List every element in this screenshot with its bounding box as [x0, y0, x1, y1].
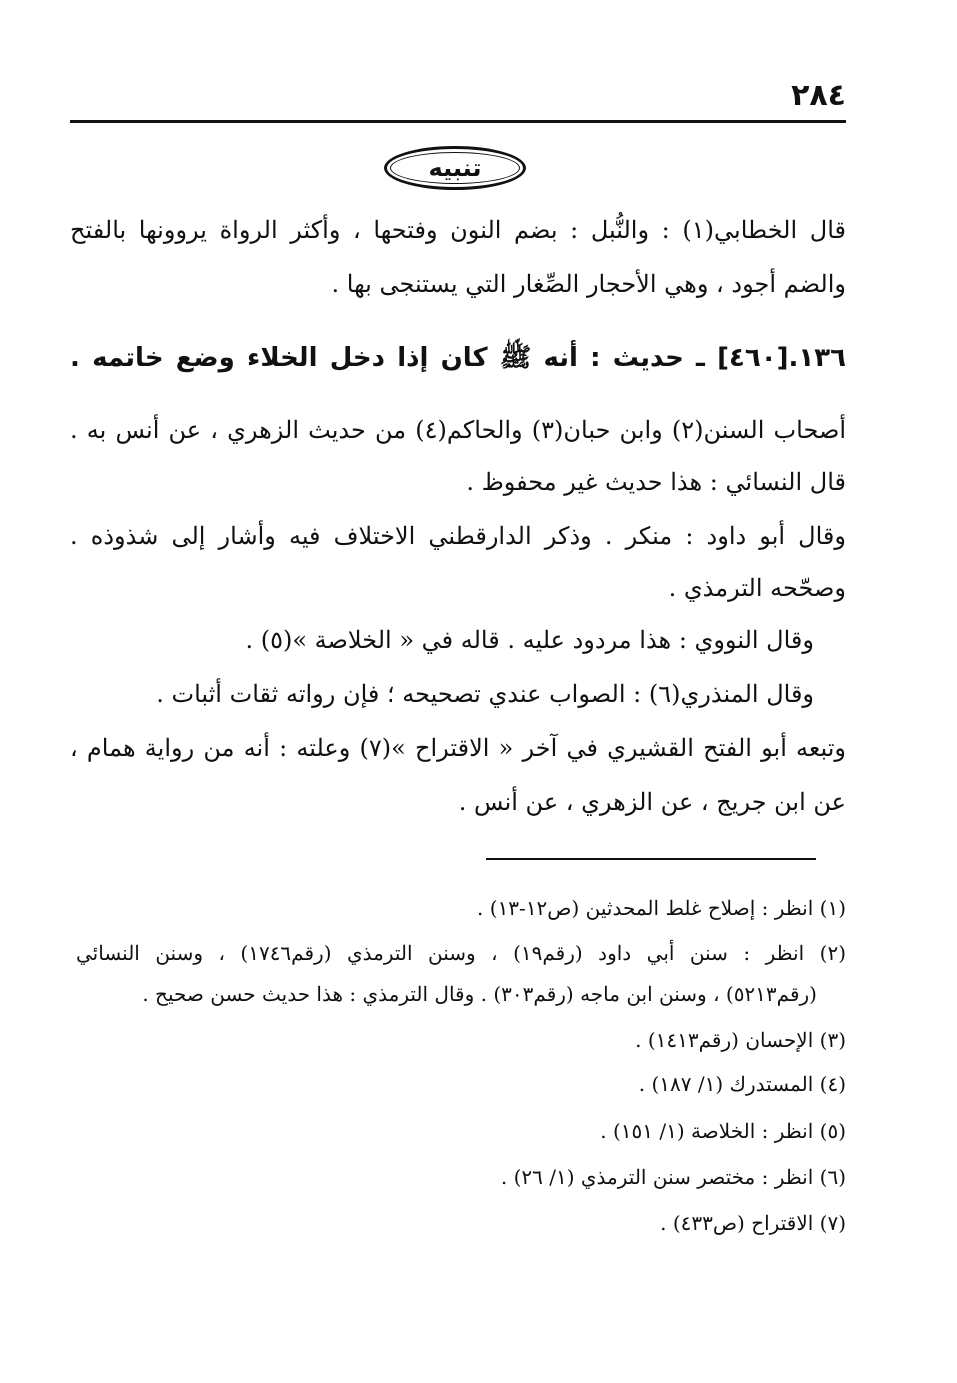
- body-line: أصحاب السنن(٢) وابن حبان(٣) والحاكم(٤) من حديث الزهري ، عن أنس به .: [70, 416, 846, 444]
- body-line: وقال النووي : هذا مردود عليه . قاله في « الخلاصة »(٥) .: [245, 626, 814, 654]
- section-heading: تنبيه: [428, 154, 482, 182]
- body-line: عن ابن جريج ، عن الزهري ، عن أنس .: [458, 788, 846, 816]
- footnote: (٦) انظر : مختصر سنن الترمذي (١/ ٢٦) .: [500, 1165, 846, 1189]
- footnote: (١) انظر : إصلاح غلط المحدثين (ص١٢-١٣) .: [477, 896, 846, 920]
- footnote: (٥) انظر : الخلاصة (١/ ١٥١) .: [600, 1119, 846, 1143]
- note-line: والضم أجود ، وهي الأحجار الصِّغار التي يستنجى بها .: [331, 270, 846, 298]
- footnote-separator: [486, 858, 816, 860]
- footnote: (٢) انظر : سنن أبي داود (رقم١٩) ، وسنن الترمذي (رقم١٧٤٦) ، وسنن النسائي: [76, 941, 847, 965]
- footnote: (٤) المستدرك (١/ ١٨٧) .: [638, 1072, 846, 1096]
- body-line: قال النسائي : هذا حديث غير محفوظ .: [466, 468, 846, 496]
- footnote: (٧) الاقتراح (ص٤٣٣) .: [660, 1211, 846, 1235]
- body-line: وتبعه أبو الفتح القشيري في آخر « الاقتراح »(٧) وعلته : أنه من رواية همام ،: [70, 734, 846, 762]
- footnote-continuation: (رقم٥٢١٣) ، وسنن ابن ماجه (رقم٣٠٣) . وقال الترمذي : هذا حديث حسن صحيح .: [142, 982, 817, 1006]
- body-line: وصحّحه الترمذي .: [668, 574, 846, 602]
- hadith-title: ١٣٦.[٤٦٠] ـ حديث : أنه ﷺ كان إذا دخل الخلاء وضع خاتمه .: [70, 343, 846, 373]
- body-line: وقال المنذري(٦) : الصواب عندي تصحيحه ؛ فإن رواته ثقات أثبات .: [156, 680, 814, 708]
- page-number: ٢٨٤: [791, 78, 846, 113]
- footnote: (٣) الإحسان (رقم١٤١٣) .: [635, 1028, 846, 1052]
- note-line: قال الخطابي(١) : والنُّبل : بضم النون وفتحها ، وأكثر الرواة يروونها بالفتح: [70, 216, 846, 244]
- body-line: وقال أبو داود : منكر . وذكر الدارقطني الاختلاف فيه وأشار إلى شذوذه .: [70, 522, 846, 550]
